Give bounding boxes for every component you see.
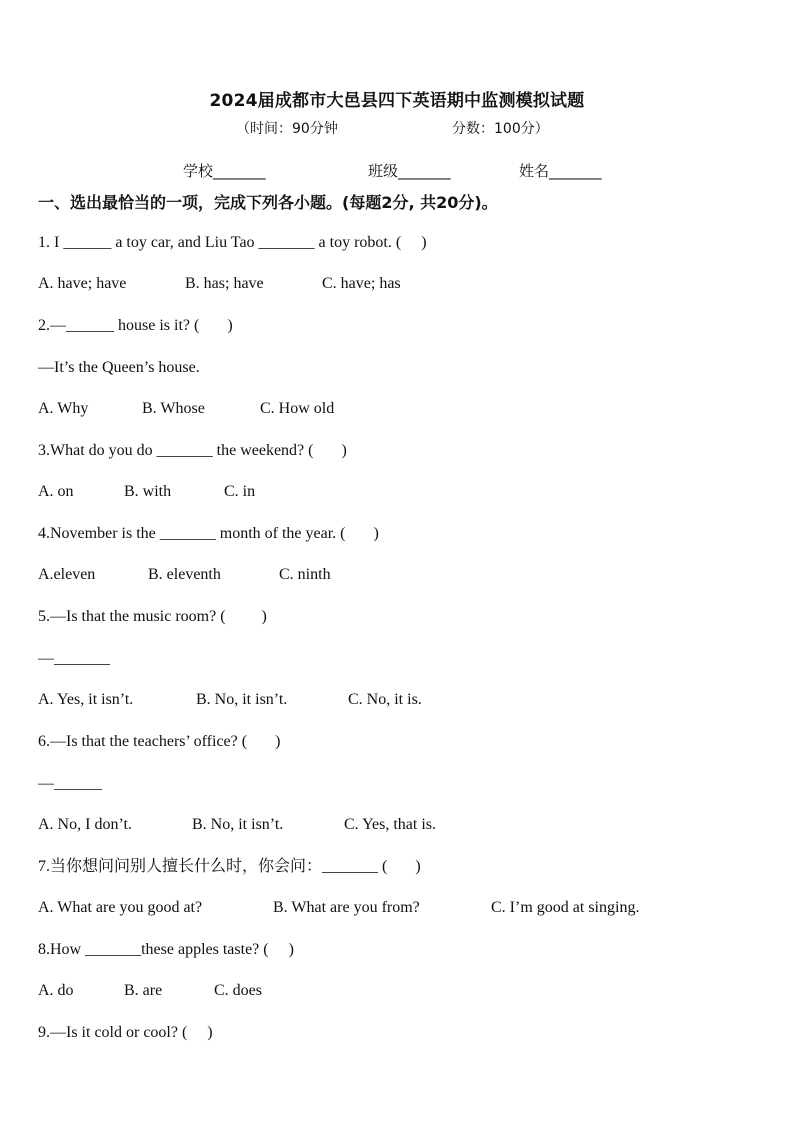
option-b: B. Whose — [142, 400, 205, 417]
name-field: 姓名_______ — [519, 162, 602, 180]
option-c: C. have; has — [322, 275, 401, 292]
option-b: B. What are you from? — [273, 899, 420, 916]
option-a: A. No, I don’t. — [38, 816, 132, 833]
option-b: B. with — [124, 483, 172, 500]
option-a: A. on — [38, 483, 74, 500]
option-b: B. eleventh — [148, 566, 221, 583]
option-a: A. What are you good at? — [38, 899, 203, 916]
question-2-reply: —It’s the Queen’s house. — [38, 359, 200, 376]
section-heading: 一、选出最恰当的一项，完成下列各小题。(每题2分, 共20分)。 — [38, 193, 498, 212]
page-title: 2024届成都市大邑县四下英语期中监测模拟试题 — [209, 91, 585, 111]
question-1-stem: 1. I ______ a toy car, and Liu Tao _______ a toy robot. ( ) — [38, 234, 427, 251]
question-7-stem: 7.当你想问问别人擅长什么时，你会问：_______ ( ) — [38, 858, 421, 875]
option-c: C. does — [214, 982, 262, 999]
option-c: C. How old — [260, 400, 335, 417]
question-5-reply: —_______ — [38, 650, 110, 667]
option-b: B. No, it isn’t. — [192, 816, 284, 833]
option-c: C. I’m good at singing. — [491, 899, 640, 916]
option-c: C. ninth — [279, 566, 331, 583]
option-a: A.eleven — [38, 566, 96, 583]
time-limit: （时间：90分钟 — [236, 121, 338, 137]
option-b: B. No, it isn’t. — [196, 691, 288, 708]
option-b: B. has; have — [185, 275, 264, 292]
question-9-stem: 9.—Is it cold or cool? ( ) — [38, 1024, 213, 1041]
option-c: C. No, it is. — [348, 691, 422, 708]
school-field: 学校_______ — [183, 162, 266, 180]
question-6-stem: 6.—Is that the teachers’ office? ( ) — [38, 733, 281, 750]
option-b: B. are — [124, 982, 163, 999]
option-a: A. Yes, it isn’t. — [38, 691, 134, 708]
question-3-stem: 3.What do you do _______ the weekend? ( ) — [38, 442, 347, 459]
question-4-stem: 4.November is the _______ month of the year. ( ) — [38, 525, 379, 542]
question-2-stem: 2.—______ house is it? ( ) — [38, 317, 233, 334]
option-a: A. have; have — [38, 275, 127, 292]
question-8-stem: 8.How _______these apples taste? ( ) — [38, 941, 294, 958]
option-a: A. do — [38, 982, 74, 999]
question-5-stem: 5.—Is that the music room? ( ) — [38, 608, 267, 625]
option-a: A. Why — [38, 400, 89, 417]
question-6-reply: —______ — [38, 775, 102, 792]
option-c: C. in — [224, 483, 256, 500]
option-c: C. Yes, that is. — [344, 816, 437, 833]
total-score: 分数：100分） — [452, 121, 549, 137]
class-field: 班级_______ — [368, 162, 451, 180]
